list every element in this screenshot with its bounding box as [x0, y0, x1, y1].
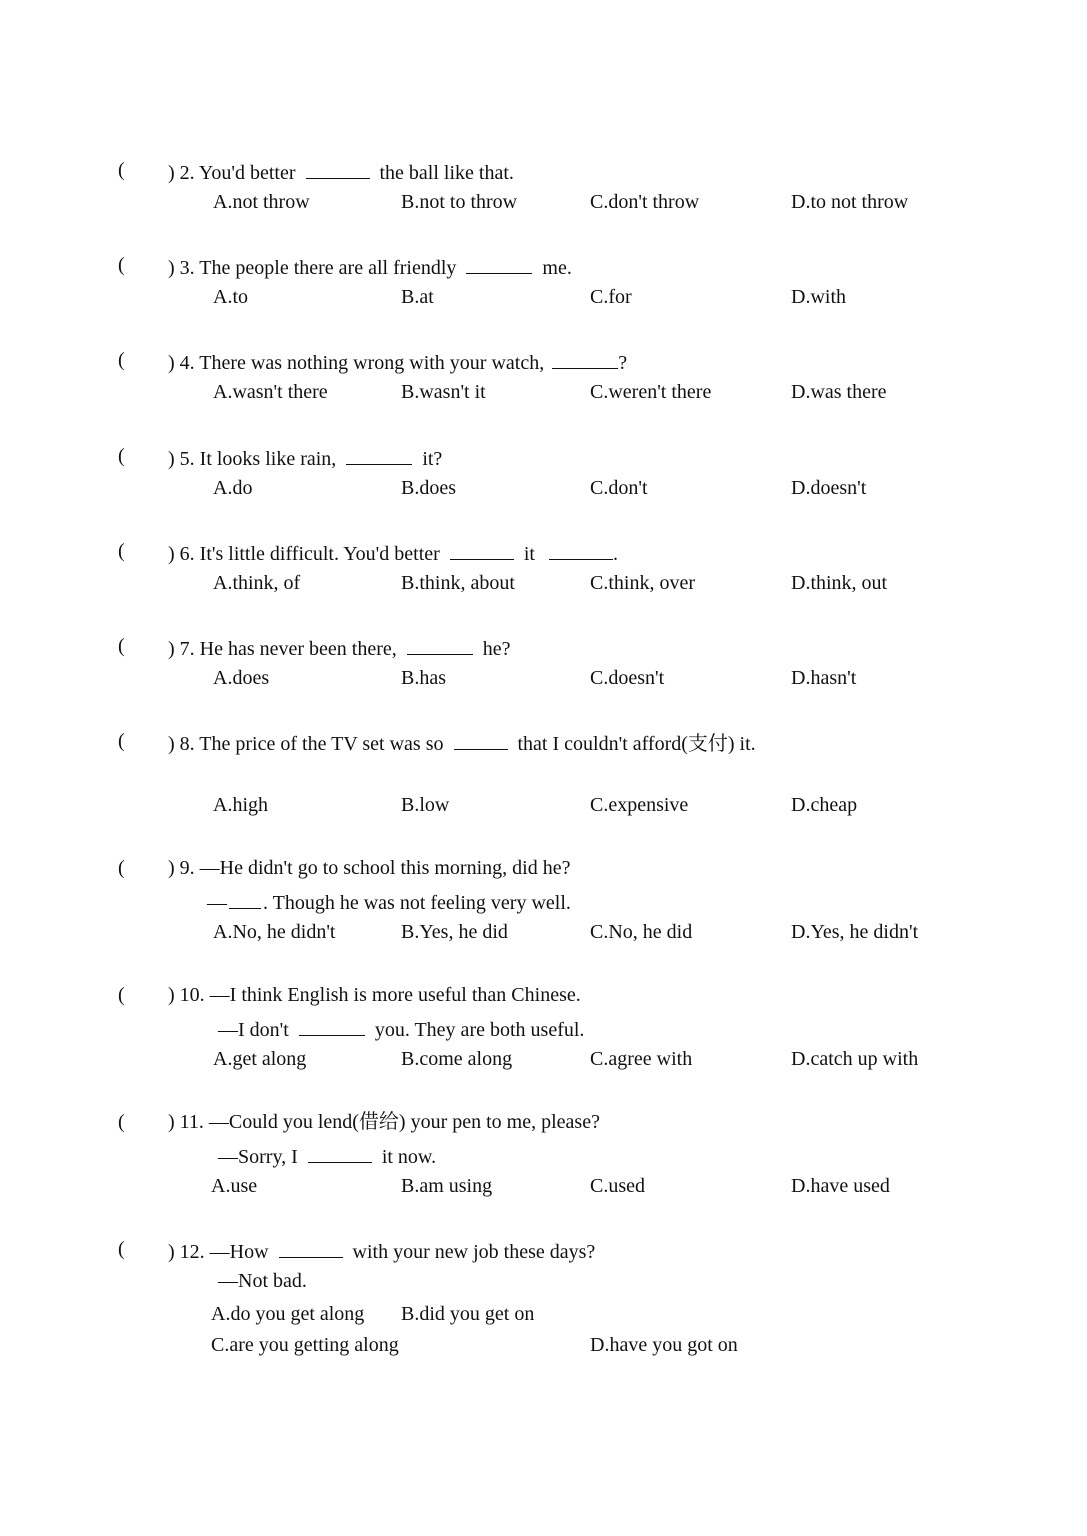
- option-a: A.get along: [213, 1048, 307, 1070]
- option-c: C.expensive: [590, 794, 689, 816]
- option-c: C.doesn't: [590, 667, 665, 689]
- answer-blank: [229, 888, 261, 909]
- option-b: B.think, about: [401, 572, 515, 594]
- answer-blank: [407, 634, 473, 655]
- option-a: A.high: [213, 794, 268, 816]
- option-b: B.am using: [401, 1175, 493, 1197]
- option-c: C.don't: [590, 477, 648, 499]
- answer-paren: (: [118, 159, 125, 181]
- option-b: B.does: [401, 477, 456, 499]
- answer-paren: (: [118, 1111, 125, 1133]
- answer-paren: (: [118, 254, 125, 276]
- option-b: B.wasn't it: [401, 381, 486, 403]
- answer-blank: [299, 1015, 365, 1036]
- option-b: B.not to throw: [401, 191, 518, 213]
- answer-blank: [346, 444, 412, 465]
- option-a: A.do you get along: [211, 1303, 365, 1325]
- option-d: D.Yes, he didn't: [791, 921, 919, 943]
- option-d: D.have used: [791, 1175, 890, 1197]
- option-a: A.does: [213, 667, 270, 689]
- question-stem: ) 12. —How with your new job these days?: [168, 1237, 595, 1264]
- answer-paren: (: [118, 1238, 125, 1260]
- answer-blank: [279, 1237, 343, 1258]
- question-stem: ) 8. The price of the TV set was so that I couldn't afford(支付) it.: [168, 729, 756, 756]
- option-c: C.used: [590, 1175, 645, 1197]
- option-b: B.Yes, he did: [401, 921, 508, 943]
- question-stem: ) 11. —Could you lend(借给) your pen to me, please?: [168, 1111, 600, 1133]
- answer-blank: [308, 1142, 372, 1163]
- answer-paren: (: [118, 445, 125, 467]
- answer-blank: [466, 253, 532, 274]
- answer-blank: [450, 539, 514, 560]
- option-c: C.No, he did: [590, 921, 693, 943]
- option-a: A.No, he didn't: [213, 921, 336, 943]
- option-a: A.to: [213, 286, 248, 308]
- option-d: D.think, out: [791, 572, 888, 594]
- option-c: C.think, over: [590, 572, 695, 594]
- answer-paren: (: [118, 730, 125, 752]
- option-a: A.do: [213, 477, 253, 499]
- option-c: C.are you getting along: [211, 1334, 399, 1356]
- question-stem: ) 3. The people there are all friendly me.: [168, 253, 572, 280]
- question-stem: ) 7. He has never been there, he?: [168, 634, 511, 661]
- answer-paren: (: [118, 635, 125, 657]
- question-stem: ) 2. You'd better the ball like that.: [168, 158, 514, 185]
- question-stem: ) 4. There was nothing wrong with your watch, ?: [168, 348, 627, 375]
- option-d: D.cheap: [791, 794, 858, 816]
- option-d: D.doesn't: [791, 477, 867, 499]
- option-b: B.did you get on: [401, 1303, 535, 1325]
- option-b: B.has: [401, 667, 446, 689]
- question-stem: ) 9. —He didn't go to school this morning, did he?: [168, 857, 571, 879]
- option-d: D.hasn't: [791, 667, 857, 689]
- answer-paren: (: [118, 349, 125, 371]
- option-a: A.not throw: [213, 191, 310, 213]
- option-b: B.low: [401, 794, 450, 816]
- option-d: D.catch up with: [791, 1048, 919, 1070]
- option-c: C.for: [590, 286, 632, 308]
- option-a: A.use: [211, 1175, 258, 1197]
- answer-blank: [549, 539, 613, 560]
- option-b: B.at: [401, 286, 434, 308]
- answer-paren: (: [118, 857, 125, 879]
- question-stem: ) 6. It's little difficult. You'd better it .: [168, 539, 618, 566]
- option-b: B.come along: [401, 1048, 513, 1070]
- option-c: C.don't throw: [590, 191, 700, 213]
- option-c: C.weren't there: [590, 381, 712, 403]
- option-d: D.to not throw: [791, 191, 909, 213]
- option-a: A.think, of: [213, 572, 301, 594]
- option-d: D.was there: [791, 381, 887, 403]
- answer-paren: (: [118, 984, 125, 1006]
- option-c: C.agree with: [590, 1048, 693, 1070]
- option-a: A.wasn't there: [213, 381, 328, 403]
- answer-paren: (: [118, 540, 125, 562]
- answer-blank: [454, 729, 508, 750]
- question-stem: ) 5. It looks like rain, it?: [168, 444, 442, 471]
- answer-blank: [306, 158, 370, 179]
- question-stem: ) 10. —I think English is more useful than Chinese.: [168, 984, 581, 1006]
- answer-blank: [552, 348, 618, 369]
- option-d: D.have you got on: [590, 1334, 738, 1356]
- option-d: D.with: [791, 286, 846, 308]
